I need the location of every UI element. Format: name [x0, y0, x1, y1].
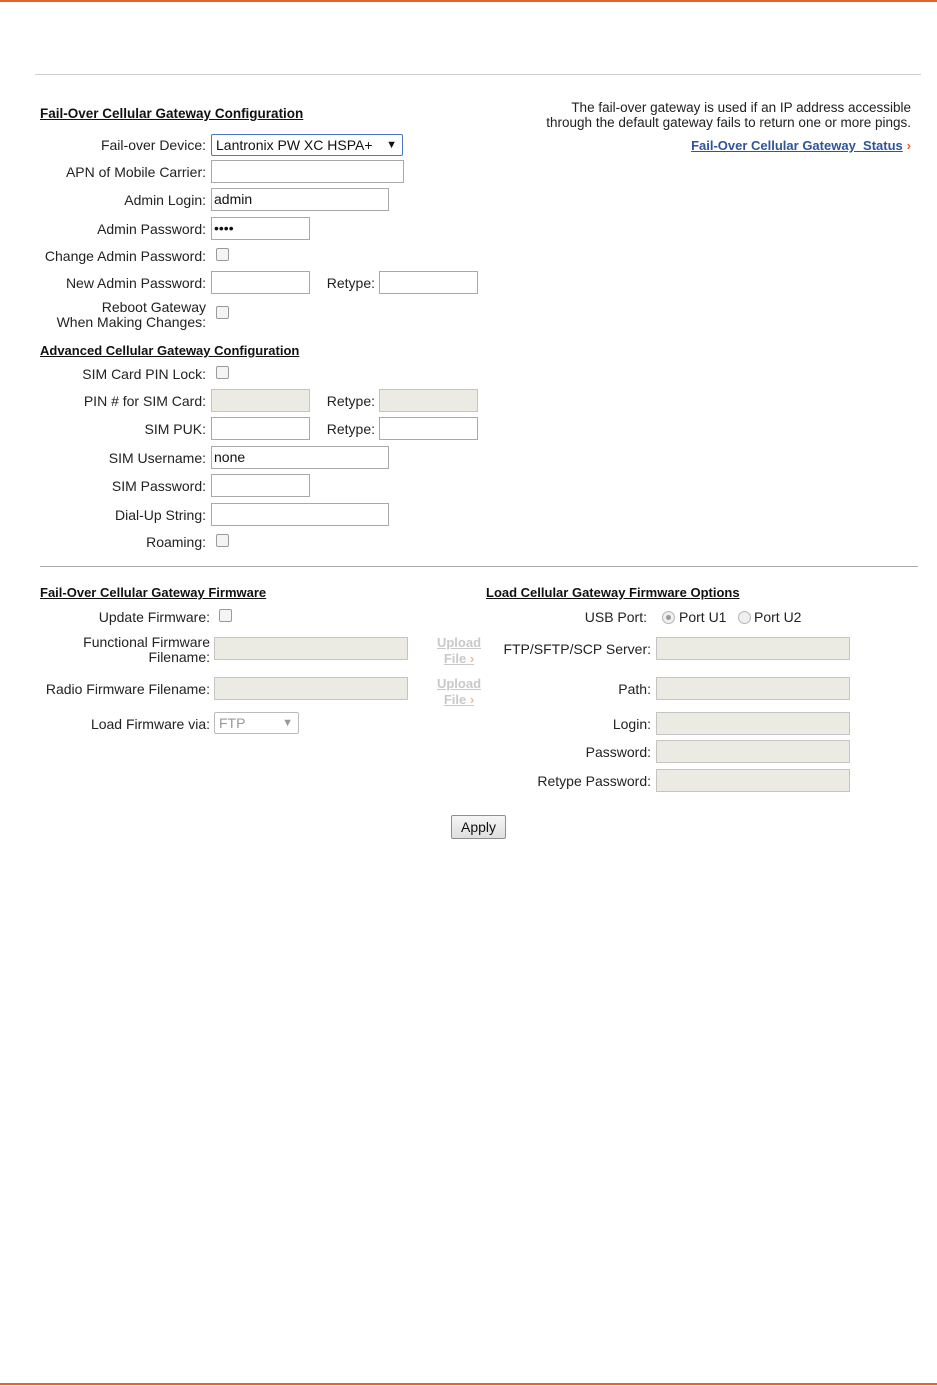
retype-puk-input[interactable]: [379, 417, 478, 440]
failover-device-value: Lantronix PW XC HSPA+: [216, 137, 373, 153]
firmware-options-title: Load Cellular Gateway Firmware Options: [486, 585, 740, 600]
load-firmware-via-label: Load Firmware via:: [90, 716, 210, 732]
radio-firmware-label: Radio Firmware Filename:: [45, 681, 210, 697]
failover-config-title: Fail-Over Cellular Gateway Configuration: [40, 106, 304, 121]
admin-password-input[interactable]: ••••: [211, 217, 310, 240]
firmware-retype-password-label: Retype Password:: [537, 773, 651, 789]
firmware-title: Fail-Over Cellular Gateway Firmware: [40, 585, 267, 600]
dropdown-arrow-icon: ▼: [282, 717, 293, 729]
chevron-right-icon: ›: [906, 138, 911, 153]
section-divider: [40, 566, 918, 567]
dropdown-arrow-icon: ▼: [386, 139, 397, 151]
server-input[interactable]: [656, 637, 850, 660]
retype-new-password-input[interactable]: [379, 271, 478, 294]
info-line1: The fail-over gateway is used if an IP address accessible: [571, 100, 911, 115]
apn-label: APN of Mobile Carrier:: [65, 164, 206, 180]
new-admin-password-label: New Admin Password:: [65, 275, 206, 291]
roaming-label: Roaming:: [146, 534, 206, 550]
sim-password-label: SIM Password:: [111, 478, 206, 494]
retype-pin-input[interactable]: [379, 389, 478, 412]
firmware-password-label: Password:: [585, 744, 651, 760]
failover-device-select[interactable]: [211, 134, 403, 156]
reboot-label-line2: When Making Changes:: [56, 314, 206, 330]
header-divider: [35, 74, 921, 75]
sim-pin-label: PIN # for SIM Card:: [83, 393, 206, 409]
upload-functional-file-link[interactable]: [432, 635, 486, 667]
retype-pin-label: Retype:: [326, 393, 375, 409]
dialup-string-label: Dial-Up String:: [114, 507, 206, 523]
port-u1-label: Port U1: [679, 609, 727, 625]
chevron-right-icon: ›: [469, 651, 475, 666]
top-accent-bar: [0, 0, 937, 2]
failover-device-label: Fail-over Device:: [100, 137, 206, 153]
path-label: Path:: [618, 681, 651, 697]
update-firmware-label: Update Firmware:: [98, 609, 210, 625]
functional-firmware-label-line1: Functional Firmware: [83, 634, 210, 650]
failover-status-link[interactable]: Fail-Over Cellular Gateway Status: [691, 138, 903, 153]
apn-input[interactable]: [211, 160, 404, 183]
path-input[interactable]: [656, 677, 850, 700]
dialup-string-input[interactable]: [211, 503, 389, 526]
bottom-accent-bar: [0, 1383, 937, 1385]
new-admin-password-input[interactable]: [211, 271, 310, 294]
sim-puk-label: SIM PUK:: [144, 421, 206, 437]
retype-puk-label: Retype:: [326, 421, 375, 437]
usb-port-label: USB Port:: [584, 609, 647, 625]
admin-login-input[interactable]: admin: [211, 188, 389, 211]
sim-username-input[interactable]: none: [211, 446, 389, 469]
sim-username-label: SIM Username:: [108, 450, 206, 466]
firmware-password-input[interactable]: [656, 740, 850, 763]
radio-firmware-input[interactable]: [214, 677, 408, 700]
apply-button[interactable]: Apply: [451, 815, 506, 839]
reboot-gateway-checkbox[interactable]: [216, 306, 229, 319]
chevron-right-icon: ›: [469, 692, 475, 707]
admin-login-label: Admin Login:: [124, 192, 206, 208]
sim-password-input[interactable]: [211, 474, 310, 497]
load-firmware-via-value: FTP: [219, 715, 246, 731]
sim-pin-lock-checkbox[interactable]: [216, 366, 229, 379]
server-label: FTP/SFTP/SCP Server:: [503, 641, 651, 657]
reboot-label-line1: Reboot Gateway: [101, 299, 206, 315]
info-line2: through the default gateway fails to return one or more pings.: [546, 115, 911, 130]
port-u2-radio[interactable]: [738, 611, 751, 624]
port-u2-label: Port U2: [754, 609, 802, 625]
upload-link-text-line2: File: [443, 651, 467, 666]
sim-pin-lock-label: SIM Card PIN Lock:: [82, 366, 206, 382]
sim-puk-input[interactable]: [211, 417, 310, 440]
roaming-checkbox[interactable]: [216, 534, 229, 547]
change-admin-password-checkbox[interactable]: [216, 248, 229, 261]
change-admin-password-label: Change Admin Password:: [44, 248, 206, 264]
upload-link-text-line2: File: [443, 692, 467, 707]
advanced-config-title: Advanced Cellular Gateway Configuration: [40, 343, 300, 358]
firmware-login-label: Login:: [612, 716, 651, 732]
status-link-row: [600, 137, 911, 153]
upload-radio-file-link[interactable]: [432, 676, 486, 708]
sim-pin-input[interactable]: [211, 389, 310, 412]
upload-link-text-line1: Upload: [436, 635, 482, 650]
retype-new-password-label: Retype:: [326, 275, 375, 291]
update-firmware-checkbox[interactable]: [219, 609, 232, 622]
functional-firmware-input[interactable]: [214, 637, 408, 660]
firmware-retype-password-input[interactable]: [656, 769, 850, 792]
admin-password-label: Admin Password:: [97, 221, 206, 237]
port-u1-radio[interactable]: [662, 611, 675, 624]
firmware-login-input[interactable]: [656, 712, 850, 735]
functional-firmware-label-line2: Filename:: [148, 649, 210, 665]
upload-link-text-line1: Upload: [436, 676, 482, 691]
load-firmware-via-select[interactable]: [214, 712, 299, 734]
